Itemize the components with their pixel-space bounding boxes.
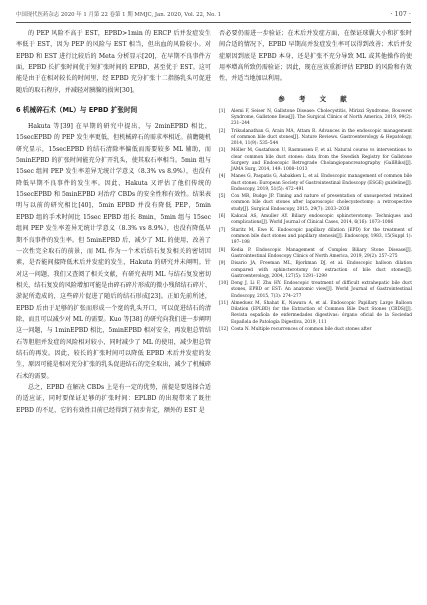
reference-text: Alemi F, Seiser N, Gallstone Disease: Cholecystitis, Mirizzi Syndrome, Bouveret Syndrome, Gallstone Ileus[J]. The Surgical Clinics of North America, 2019, 99(2): 231–244 — [231, 108, 412, 127]
reference-number: [6] — [219, 214, 226, 220]
reference-number: [7] — [219, 227, 226, 233]
reference-item — [219, 261, 412, 279]
reference-number: [8] — [219, 247, 226, 253]
reference-number: [11] — [219, 301, 228, 307]
reference-number: [10] — [219, 281, 228, 287]
reference-text: Kedia P. Endoscopic Management of Complex Biliary Stone Disease[J]. Gastrointestinal Endoscopy Clinics of North America, 2019, 29(2): 257–275 — [231, 247, 412, 259]
reference-text: Manes G, Paspatis G, Aabakken L, et al. Endoscopic management of common bile duct stones: European Society of Gastrointestinal Endoscopy (ESGE) guideline[J]. Endoscopy, 2019, 51(5): 472–491 — [231, 174, 412, 192]
reference-item — [219, 174, 412, 192]
reference-number: [12] — [219, 327, 228, 333]
reference-number: [1] — [219, 108, 226, 114]
reference-item — [219, 148, 412, 173]
reference-item — [219, 301, 412, 326]
reference-number: [5] — [219, 194, 226, 200]
reference-list — [219, 109, 412, 334]
body-paragraph: 否必要仍需进一步验证；在术后并发症方面，在保证球囊大小和扩张时间合适的情况下，EPBD 早期高并发症发生率可以得到改善；术后并发症原因到底是 EPBD 本身，还是扩张不充分导致 ML 或其他操作的使用率增高所致仍需验证；因此，现在应该重新评估 EPBD 的风险和有效性，并适当地加以利用。 — [219, 30, 412, 83]
reference-number: [9] — [219, 261, 226, 267]
reference-item — [219, 248, 412, 260]
left-column — [16, 28, 211, 416]
reference-item — [219, 281, 412, 299]
reference-text: Trikudanathan G, Arain MA, Attam R. Advances in the endoscopic management of common bile duct stones[J]. Nature Reviews. Gastroenterology & Hepatology, 2014, 11(9): 535–544 — [231, 128, 412, 146]
right-column — [219, 28, 412, 335]
reference-text: Disario JA, Freeman ML, Bjorkman DJ, et al. Endoscopic balloon dilation compared with sphincterotomy for extraction of bile duct stones[J]. Gastroenterology, 2004, 127(5): 1291–1299 — [231, 261, 412, 279]
reference-item — [219, 109, 412, 127]
reference-item — [219, 327, 412, 333]
body-paragraph: 总之，EPBD 在解决 CBDs 上是有一定的优势，前提是要选择合适的适应证，同时要保证足够的扩张时间：EPLBD 的出现带来了既往 EPBD 的不足，它的有效性目前已经得到了初步肯定，额外的 EST 是 — [16, 383, 213, 414]
running-header — [16, 10, 411, 22]
reference-text: Almeduez M, Shahat K, Nawara A, et al. Endoscopic Papillary Large Balloon Dilation (EPLBD) for the Extraction of Common Bile Duct Stones (CBDS)[J]. Revista española de enfermedades digestivas: órgano oficial de la Sociedad Española de Patología Digestiva, 2019, 111 — [231, 301, 412, 325]
reference-text: Costa N. Multiple recurrences of common bile duct stones after — [231, 327, 372, 333]
section-heading: 6 机械碎石术（ML）与 EPBD 扩张时间 — [16, 106, 138, 115]
body-paragraph: 的 PEP 风险不高于 EST，EPBD>1min 的 ERCP 后并发症发生率低于 EST，因为 PEP 的风险与 EST 相当，但出血的风险较小。对 EPBD 和 EST 进行比较后的 Meta 分析显示[20]，在早期不良事件方面，EPBD 长扩张时间优于短扩张时间的 EPBD，甚至优于 EST。这可能是由于在相对较长的时间里，经 EPBD 充分扩张十二指肠乳头可促进随后的取石程序，并减轻对胰腺的损害[30]。 — [16, 30, 213, 94]
references-heading: 参 考 文 献 — [278, 94, 353, 103]
reference-text: Cox MR, Budge JP. Timing and nature of presentation of unsuspected retained common bile duct stones after laparoscopic cholecystectomy: a retrospective study[J]. Surgical Endoscopy, 2015, 29(7): 2033–2038 — [231, 194, 412, 212]
reference-item — [219, 228, 412, 246]
reference-text: Staritz M, Ewe K. Endoscopic papillary dilation (EPD) for the treatment of common bile duct stones and papillary stenosis[J]. Endoscopy, 1983, 15(Suppl 1): 197–198 — [231, 227, 412, 246]
reference-item — [219, 129, 412, 147]
journal-citation: 中国现代医药杂志 2020 年 1 月第 22 卷第 1 期 MMJC, Jan. 2020, Vol. 22, No. 1 — [16, 12, 222, 18]
reference-number: [3] — [219, 148, 226, 154]
reference-text: Kakıcal AS, Amuller AY. Biliary endoscopic sphincterotomy: Techniques and complications[J]. World Journal of Clinical Cases, 2014, 6(16): 1073–1086 — [231, 214, 412, 226]
reference-item — [219, 214, 412, 226]
page-number: · 107 · — [390, 10, 411, 18]
reference-number: [4] — [219, 174, 226, 180]
reference-number: [2] — [219, 128, 226, 134]
reference-item — [219, 194, 412, 212]
reference-text: Dong J, Li F, Zhu HY. Endoscopic treatment of difficult extrahepatic bile duct stones, EPBD or EST: An anatomic view[J]. World Journal of Gastrointestinal Endoscopy, 2015, 7(3): 274–277 — [231, 281, 412, 299]
body-paragraph: Hakuta 等[39] 在早期的研究中提出，与 2minEPBD 相比，15secEPBD 的 PEP 发生率更低，但机械碎石的需求率相近。前瞻随机研究显示，15secEPBD 的结石清除率偏低而需要较多 ML 辅助，而 5minEPBD 的扩张时间能充分扩开乳头，使其取石率相当。5min 组与 15sec 组间 PEP 发生率差异无统计学意义（8.3% vs 8.9%），也没有降低早期不良事件的发生率。因此，Hakuta 又评估了他们传统的 15secEPBD 和 5minEPBD 对治疗 CBDs 的安全性和有效性。结果表明与以前的研究相比[40]，5min EPBD 并没有降低 PEP，5min EPBD 组的手术时间比 15sec EPBD 组长 8min，5min 组与 15sec 组间 PEP 发生率差异无统计学意义（8.3% vs 8.9%），也没有降低早期不良事件的发生率。但 5minEPBD 后，减少了 ML 的使用，改善了一次性完全取石的前景，而 ML 作为一个术后结石复发相关的密切因素，是否能间接降低术后并发症的发生，Hakuta 的研究并未阐明。针对这一问题，我们又查阅了相关文献，有研究表明 ML 与结石复发密切相关，结石复发的风险增加可能是由碎石碎片形成的微小残留结石碎片、淤泥所造成的，这些碎片促进了随后的结石形成[23]。正如先前所述，EPBD 后由于足够的扩张而形成一个宽的乳头开口，可以促进结石的清除，而且可以减少对 ML 的需要。Kuo 等[38] 的研究向我们进一步阐明这一问题，与 1minEPBD 相比，5minEPBD 相对安全，再发胆总管结石等胆胆并发症的风险相对较小，同时减少了 ML 的使用，减少胆总管结石的再发。因此，较长的扩张时间可以降低 EPBD 术后并发症的发生，原因可能是相对充分扩张的乳头促进结石的完全取出，减少了机械碎石术的需要。 — [16, 123, 213, 380]
header-rule — [16, 22, 411, 23]
reference-text: Möller M, Gustafsson U, Rasmussen F, et al. Natural course vs interventions to clear common bile duct stones: data from the Swedish Registry for Gallstone Surgery and Endoscopic Retrograde Cholangiopancreatography (GallRiks)[J]. JAMA Surg, 2014, 149: 1008–1013 — [231, 148, 412, 172]
